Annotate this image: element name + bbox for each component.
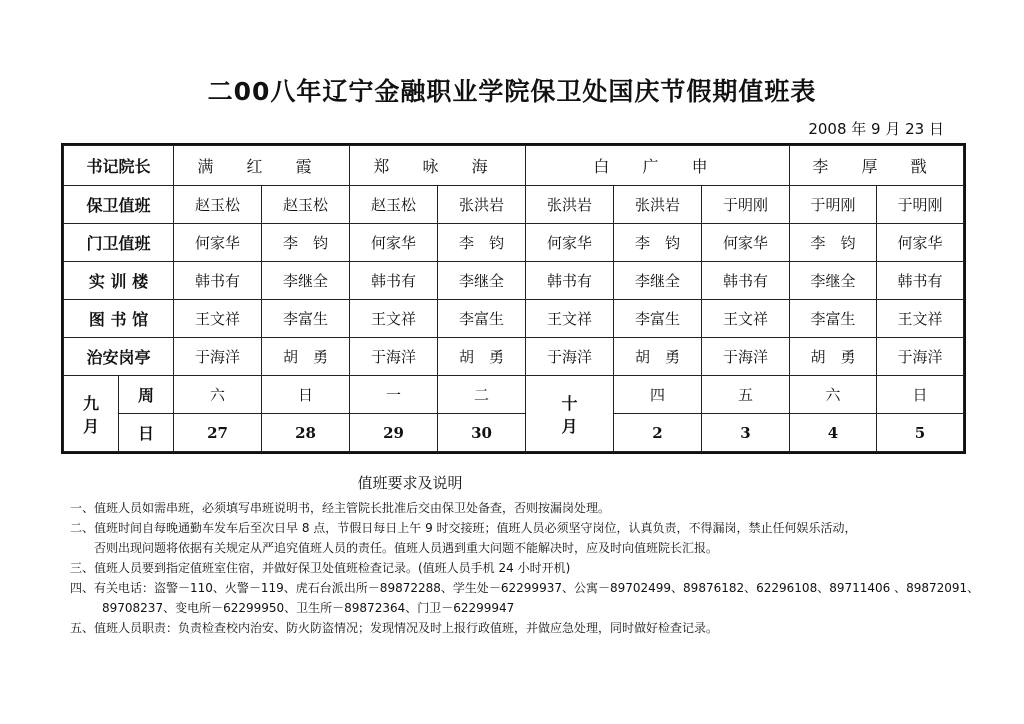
duty-cell: 赵玉松 — [262, 186, 350, 224]
note-line: 三、值班人员要到指定值班室住宿，并做好保卫处值班检查记录。(值班人员手机 24 小时开机) — [70, 561, 571, 575]
duty-cell: 李继全 — [262, 262, 350, 300]
document-date: 2008 年 9 月 23 日 — [808, 120, 944, 138]
leader-row — [64, 146, 964, 186]
duty-cell: 李富生 — [790, 300, 877, 338]
month-oct-char: 月 — [526, 414, 614, 452]
duty-cell: 王文祥 — [702, 300, 790, 338]
note-line: 四、有关电话：盗警－110、火警－119、虎石台派出所－89872288、学生处－62299937、公寓－89702499、89876182、62296108、89711406 、89872091、 — [70, 581, 980, 595]
duty-cell: 李富生 — [262, 300, 350, 338]
leader-cell: 郑 咏 海 — [350, 146, 526, 186]
month-sept-char: 月 — [64, 414, 119, 452]
day-cell: 29 — [350, 414, 438, 452]
duty-cell: 韩书有 — [702, 262, 790, 300]
row-label: 门卫值班 — [64, 224, 174, 262]
note-line-continuation: 89708237、变电所－62299950、卫生所－89872364、门卫－62299947 — [102, 601, 515, 615]
day-cell: 27 — [174, 414, 262, 452]
duty-cell: 于海洋 — [174, 338, 262, 376]
duty-cell: 王文祥 — [350, 300, 438, 338]
note-line: 二、值班时间自每晚通勤车发车后至次日早 8 点，节假日每日上午 9 时交接班；值班人员必须坚守岗位，认真负责，不得漏岗，禁止任何娱乐活动， — [70, 521, 857, 535]
leader-cell: 白 广 申 — [526, 146, 790, 186]
table-row — [64, 338, 964, 376]
duty-cell: 王文祥 — [877, 300, 964, 338]
duty-cell: 韩书有 — [877, 262, 964, 300]
duty-cell: 李 钧 — [262, 224, 350, 262]
duty-cell: 何家华 — [526, 224, 614, 262]
duty-cell: 李继全 — [614, 262, 702, 300]
day-cell: 2 — [614, 414, 702, 452]
duty-cell: 胡 勇 — [790, 338, 877, 376]
duty-cell: 韩书有 — [526, 262, 614, 300]
note-line: 五、值班人员职责：负责检查校内治安、防火防盗情况；发现情况及时上报行政值班，并做应急处理，同时做好检查记录。 — [70, 621, 719, 635]
weekday-cell: 二 — [438, 376, 526, 414]
duty-cell: 王文祥 — [174, 300, 262, 338]
duty-cell: 张洪岩 — [614, 186, 702, 224]
table-row — [64, 262, 964, 300]
note-line: 一、值班人员如需串班，必须填写串班说明书，经主管院长批准后交由保卫处备查，否则按漏岗处理。 — [70, 501, 611, 515]
table-row — [64, 300, 964, 338]
month-sept-char: 九 — [64, 376, 119, 414]
duty-cell: 何家华 — [702, 224, 790, 262]
weekday-cell: 五 — [702, 376, 790, 414]
weekday-cell: 一 — [350, 376, 438, 414]
page-title: 二00八年辽宁金融职业学院保卫处国庆节假期值班表 — [207, 77, 817, 106]
row-label: 图 书 馆 — [64, 300, 174, 338]
day-cell: 30 — [438, 414, 526, 452]
month-oct-char: 十 — [526, 376, 614, 414]
day-label: 日 — [119, 414, 174, 452]
duty-cell: 何家华 — [877, 224, 964, 262]
note-line-continuation: 否则出现问题将依据有关规定从严追究值班人员的责任。值班人员遇到重大问题不能解决时，应及时向值班院长汇报。 — [94, 541, 719, 555]
weekday-cell: 六 — [790, 376, 877, 414]
duty-cell: 张洪岩 — [526, 186, 614, 224]
weekday-cell: 日 — [262, 376, 350, 414]
duty-cell: 胡 勇 — [438, 338, 526, 376]
duty-cell: 于明刚 — [790, 186, 877, 224]
weekday-row — [64, 376, 964, 414]
weekday-cell: 六 — [174, 376, 262, 414]
day-cell: 3 — [702, 414, 790, 452]
duty-cell: 李 钧 — [790, 224, 877, 262]
leader-cell: 满 红 霞 — [174, 146, 350, 186]
duty-cell: 胡 勇 — [614, 338, 702, 376]
row-label: 实 训 楼 — [64, 262, 174, 300]
notes-title: 值班要求及说明 — [357, 474, 463, 492]
duty-cell: 何家华 — [350, 224, 438, 262]
duty-cell: 李继全 — [438, 262, 526, 300]
row-label: 治安岗亭 — [64, 338, 174, 376]
row-label: 保卫值班 — [64, 186, 174, 224]
duty-cell: 于明刚 — [877, 186, 964, 224]
duty-cell: 于明刚 — [702, 186, 790, 224]
table-row — [64, 224, 964, 262]
duty-cell: 于海洋 — [350, 338, 438, 376]
day-cell: 28 — [262, 414, 350, 452]
duty-cell: 李 钧 — [438, 224, 526, 262]
notes-list — [70, 498, 980, 638]
duty-schedule-table — [63, 145, 964, 452]
duty-cell: 胡 勇 — [262, 338, 350, 376]
duty-cell: 于海洋 — [526, 338, 614, 376]
day-cell: 5 — [877, 414, 964, 452]
weekday-cell: 日 — [877, 376, 964, 414]
week-label: 周 — [119, 376, 174, 414]
duty-cell: 赵玉松 — [174, 186, 262, 224]
table-row — [64, 186, 964, 224]
leader-cell: 李 厚 戬 — [790, 146, 964, 186]
weekday-cell: 四 — [614, 376, 702, 414]
duty-cell: 李 钧 — [614, 224, 702, 262]
duty-cell: 李富生 — [438, 300, 526, 338]
duty-cell: 何家华 — [174, 224, 262, 262]
leader-label: 书记院长 — [64, 146, 174, 186]
duty-cell: 李富生 — [614, 300, 702, 338]
duty-cell: 李继全 — [790, 262, 877, 300]
duty-cell: 于海洋 — [702, 338, 790, 376]
day-row — [64, 414, 964, 452]
duty-cell: 赵玉松 — [350, 186, 438, 224]
duty-cell: 于海洋 — [877, 338, 964, 376]
day-cell: 4 — [790, 414, 877, 452]
duty-cell: 韩书有 — [350, 262, 438, 300]
duty-cell: 韩书有 — [174, 262, 262, 300]
duty-cell: 张洪岩 — [438, 186, 526, 224]
duty-cell: 王文祥 — [526, 300, 614, 338]
